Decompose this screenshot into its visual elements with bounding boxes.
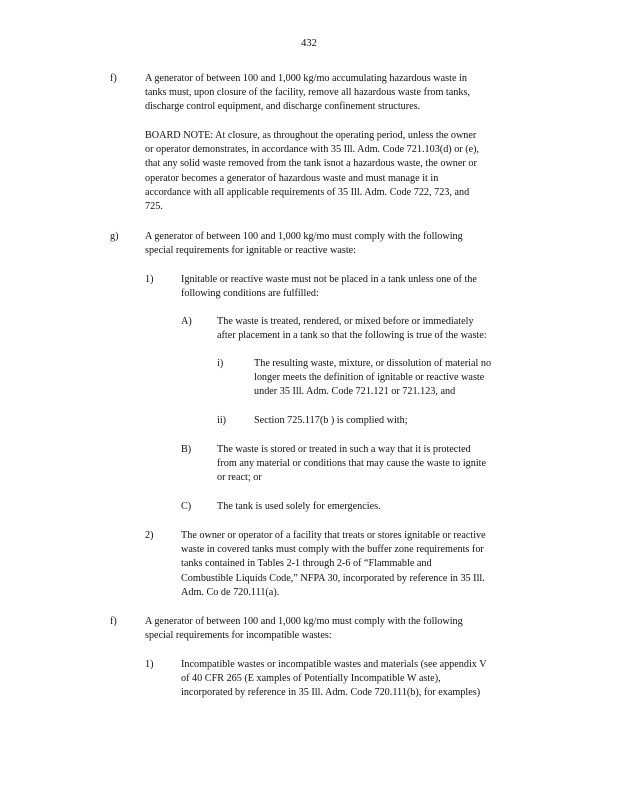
text-line: special requirements for ignitable or reactive waste: [145,245,357,257]
text-line: Section 725.117(b ) is complied with; [254,415,408,426]
item-label-g: g) [110,231,119,242]
text-line: A generator of between 100 and 1,000 kg/mo must comply with the following [145,616,463,627]
text-line: A generator of between 100 and 1,000 kg/mo accumulating hazardous waste in [145,73,467,84]
text-line: accordance with all applicable requirements of 35 Ill. Adm. Code 722, 723, and [145,186,470,198]
text-line: under 35 Ill. Adm. Code 721.121 or 721.123, and [254,386,456,398]
text-line: discharge control equipment, and discharge confinement structures. [145,101,421,113]
text-line: longer meets the definition of ignitable or reactive waste [254,372,485,384]
paragraph-g-B [217,443,535,486]
paragraph-g [145,230,520,258]
paragraph-g-1 [181,273,531,301]
text-line: Adm. Co de 720.111(a). [181,586,280,598]
paragraph-g-2 [181,529,538,600]
page-number: 432 [301,38,317,49]
text-line: or react; or [217,472,262,484]
item-label-A: A) [181,316,192,327]
text-line: The tank is used solely for emergencies. [217,501,381,512]
text-line: incorporated by reference in 35 Ill. Adm. Code 720.111(b), for examples) [181,687,481,699]
paragraph-g-A [217,315,532,343]
item-label-ii: ii) [217,415,227,426]
item-label-C: C) [181,501,192,512]
text-line: from any material or conditions that may cause the waste to ignite [217,458,487,470]
paragraph-g-ii [254,414,534,428]
text-line: waste in covered tanks must comply with the buffer zone requirements for [181,544,484,556]
item-label-f-second: f) [110,616,117,627]
item-label-1-second: 1) [145,659,154,670]
paragraph-f-1 [181,658,538,701]
text-line: that any solid waste removed from the tank isnot a hazardous waste, the owner or [145,158,477,170]
item-label-2: 2) [145,530,154,541]
text-line: The waste is treated, rendered, or mixed before or immediately [217,316,474,327]
text-line: Incompatible wastes or incompatible wastes and materials (see appendix V [181,659,487,670]
text-line: Combustible Liquids Code,” NFPA 30, incorporated by reference in 35 Ill. [181,572,485,584]
text-line: following conditions are fulfilled: [181,288,319,300]
text-line: A generator of between 100 and 1,000 kg/mo must comply with the following [145,231,463,242]
paragraph-f-closure [145,72,530,115]
text-line: or operator demonstrates, in accordance with 35 Ill. Adm. Code 721.103(d) or (e), [145,144,480,156]
item-label-i: i) [217,358,224,369]
item-label-B: B) [181,444,192,455]
text-line: after placement in a tank so that the following is true of the waste: [217,330,487,342]
text-line: The resulting waste, mixture, or dissolution of material no [254,358,492,369]
text-line: of 40 CFR 265 (E xamples of Potentially Incompatible W aste), [181,673,441,685]
text-line: operator becomes a generator of hazardous waste and must manage it in [145,172,439,184]
text-line: The owner or operator of a facility that treats or stores ignitable or reactive [181,530,486,541]
board-note [145,129,537,214]
item-label-1: 1) [145,274,154,285]
paragraph-f-incompatible [145,615,520,643]
text-line: The waste is stored or treated in such a way that it is protected [217,444,471,455]
text-line: BOARD NOTE: At closure, as throughout the operating period, unless the owner [145,130,477,141]
text-line: Ignitable or reactive waste must not be placed in a tank unless one of the [181,274,477,285]
text-line: special requirements for incompatible wastes: [145,630,332,642]
text-line: tanks contained in Tables 2-1 through 2-6 of “Flammable and [181,558,432,570]
text-line: tanks must, upon closure of the facility, remove all hazardous waste from tanks, [145,87,470,99]
paragraph-g-i [254,357,534,400]
item-label-f: f) [110,73,117,84]
text-line: 725. [145,201,163,213]
paragraph-g-C [217,500,535,514]
